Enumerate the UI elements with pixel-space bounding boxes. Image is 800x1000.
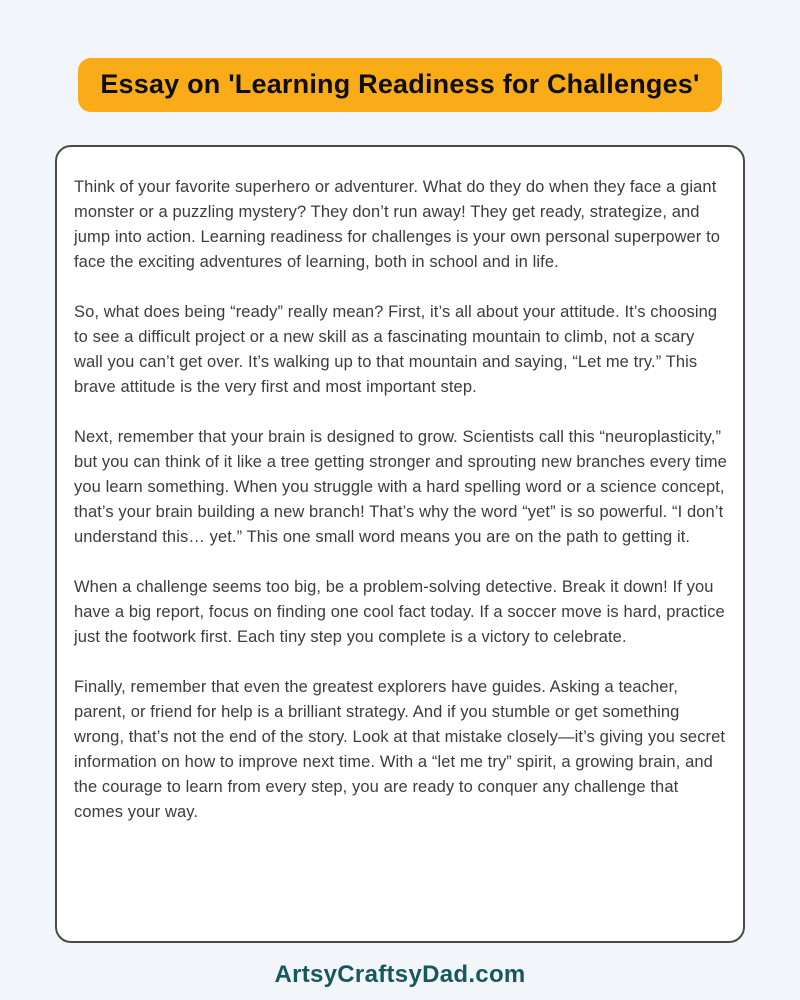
essay-paragraph: Finally, remember that even the greatest explorers have guides. Asking a teacher, parent, or friend for help is a brilliant strategy. And if you stumble or get something wrong, that’s not the end of the story. Look at that mistake closely—it’s giving you secret information on how to improve next time. With a “let me try” spirit, a growing brain, and the courage to learn from every step, you are ready to conquer any challenge that comes your way. — [74, 678, 726, 821]
essay-paragraph: So, what does being “ready” really mean? First, it’s all about your attitude. It’s choosing to see a difficult project or a new skill as a fascinating mountain to climb, not a scary wall you can’t get over. It’s walking up to that mountain and saying, “Let me try.” This brave attitude is the very first and most important step. — [74, 303, 718, 396]
page-title: Essay on 'Learning Readiness for Challenges' — [78, 58, 721, 112]
essay-paragraph: When a challenge seems too big, be a problem-solving detective. Break it down! If you have a big report, focus on finding one cool fact today. If a soccer move is hard, practice just the footwork first. Each tiny step you complete is a victory to celebrate. — [74, 578, 725, 646]
essay-paragraph: Think of your favorite superhero or adventurer. What do they do when they face a giant monster or a puzzling mystery? They don’t run away! They get ready, strategize, and jump into action. Learning readiness for challenges is your own personal superpower to face the exciting adventures of learning, both in school and in life. — [74, 178, 721, 271]
essay-box — [55, 145, 745, 943]
essay-paragraph: Next, remember that your brain is designed to grow. Scientists call this “neuroplasticity,” but you can think of it like a tree getting stronger and sprouting new branches every time you learn something. When you struggle with a hard spelling word or a science concept, that’s your brain building a new branch! That’s why the word “yet” is so powerful. “I don’t understand this… yet.” This one small word means you are on the path to getting it. — [74, 428, 727, 546]
page-footer — [274, 961, 525, 989]
page-header — [78, 58, 721, 112]
site-brand-link[interactable]: ArtsyCraftsyDad.com — [274, 961, 526, 988]
